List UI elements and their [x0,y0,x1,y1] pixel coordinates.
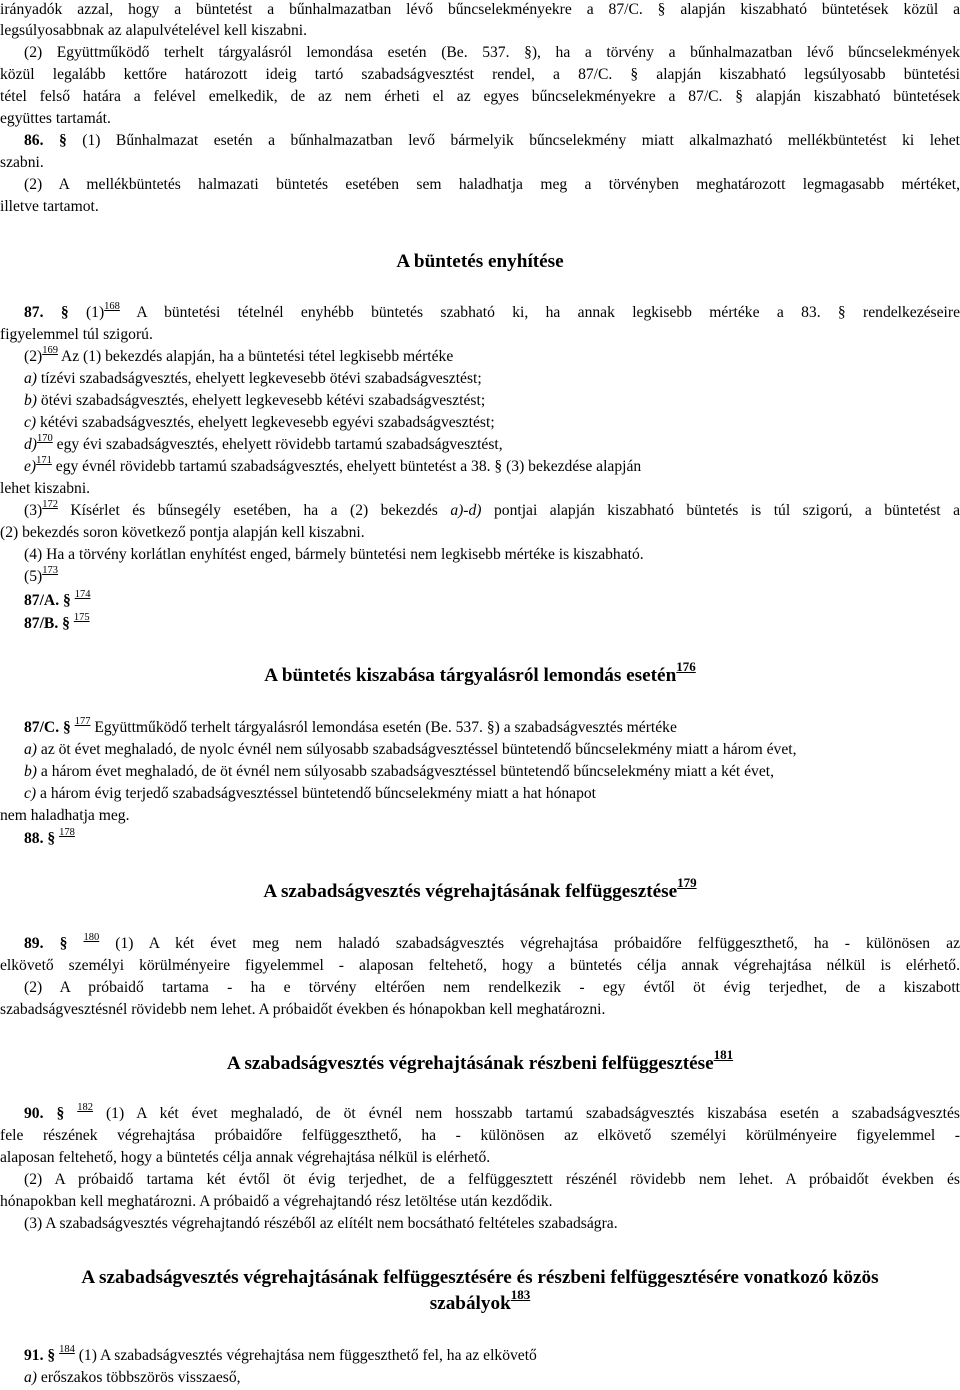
list-item: e)$^{171}$ egy évnél rövidebb tartamú szabadságvesztés, ehelyett büntetést a 38. § (3) bekezdése alapján [24,456,642,475]
section-heading: A szabadságvesztés végrehajtásának részbeni felfüggesztése$^{181}$ [226,1047,734,1074]
list-item: b) ötévi szabadságvesztés, ehelyett legkevesebb kétévi szabadságvesztést; [24,392,486,409]
section-number: 87. § [24,304,69,321]
section-87a-line [24,590,960,612]
section-heading: A szabadságvesztés végrehajtásának felfüggesztése$^{179}$ [263,875,697,902]
text-line: fele részének végrehajtása próbaidőre felfüggeszthető, ha - különösen az elkövető személyi körülményeire figyelemmel - [0,1127,960,1144]
footnote-link[interactable]: 172 [42,500,58,510]
section-number: 86. § [24,132,67,149]
section-heading-continued: szabályok$^{183}$ [429,1287,531,1314]
section-number: 91. § [24,1347,56,1364]
footnote-link[interactable]: 173 [42,566,58,576]
footnote-link[interactable]: 169 [42,346,58,356]
section-87c-line: 87/C. § $^{177}$ Együttműködő terhelt tárgyalásról lemondása esetén (Be. 537. §) a szabadságvesztés mértéke [24,717,677,736]
section-number: 88. § [24,830,56,847]
section-86-line: 86. § (1) Bűnhalmazat esetén a bűnhalmazatban levő bármelyik bűncselekmény miatt alkalmazható mellékbüntetést ki lehet [24,132,960,149]
footnote-link[interactable]: 182 [77,1103,93,1113]
list-item: d)$^{170}$ egy évi szabadságvesztés, ehelyett rövidebb tartamú szabadságvesztést, [24,434,503,453]
footnote-link[interactable]: 184 [59,1345,75,1355]
text-line: alaposan feltehető, hogy a büntetés célja annak végrehajtása nélkül is elérhető. [0,1149,491,1166]
section-number: 87/C. § [24,719,71,736]
text-line: (4) Ha a törvény korlátlan enyhítést enged, bármely büntetési nem legkisebb mértéke is kiszabható. [24,546,644,563]
list-item: a) az öt évet meghaladó, de nyolc évnél nem súlyosabb szabadságvesztéssel büntetendő bűncselekmény miatt a három évet, [24,741,797,758]
footnote-link[interactable]: 178 [59,828,75,838]
text-line: szabadságvesztésnél rövidebb nem lehet. A próbaidőt években és hónapokban kell meghatározni. [0,1001,606,1018]
section-87-line: 87. § $(1)^{168}$ A büntetési tételnél enyhébb büntetés szabható ki, ha annak legkisebb mértéke a 83. § rendelkezéseire [24,302,960,321]
list-item: a) erőszakos többszörös visszaeső, [24,1369,241,1386]
text-line: (2) bekezdés soron következő pontja alapján kell kiszabni. [0,524,365,541]
section-88-line [24,828,960,850]
text-line: (2) A próbaidő tartama két évtől öt évig terjedhet, de a felfüggesztett részénél rövidebb nem lehet. A próbaidőt években és [24,1171,960,1188]
text-line: (2) A mellékbüntetés halmazati büntetés esetében sem haladhatja meg a törvényben meghatározott legmagasabb mértéket, [24,176,960,193]
section-heading: A szabadságvesztés végrehajtásának felfüggesztésére és részbeni felfüggesztésére vonatkozó közös [81,1267,879,1288]
section-91-line: 91. § $^{184}$ (1) A szabadságvesztés végrehajtása nem függeszthető fel, ha az elkövető [24,1345,537,1364]
text-line: $(5)^{173}$ [24,566,58,585]
text-line: lehet kiszabni. [0,480,91,497]
section-90-line: 90. § $^{182}$ (1) A két évet meghaladó, de öt évnél nem hosszabb tartamú szabadságvesztés kiszabása esetén a szabadságvesztés [24,1103,960,1122]
list-item: c) kétévi szabadságvesztés, ehelyett legkevesebb egyévi szabadságvesztést; [24,414,495,431]
list-item: a) tízévi szabadságvesztés, ehelyett legkevesebb ötévi szabadságvesztést; [24,370,482,387]
text-line: szabni. [0,154,44,171]
text-line: (2) Együttműködő terhelt tárgyalásról lemondása esetén (Be. 537. §), ha a törvény a bűnhalmazatban lévő bűncselekmények [24,44,960,61]
text-line: közül legalább kettőre határozott ideig tartó szabadságvesztést rendel, a 87/C. § alapján kiszabható legsúlyosabb büntetési [0,66,960,83]
text-line: $(2)^{169}$ Az (1) bekezdés alapján, ha a büntetési tétel legkisebb mértéke [24,346,454,365]
footnote-link[interactable]: 180 [83,933,100,943]
footnote-link[interactable]: 176 [676,659,696,674]
footnote-link[interactable]: 181 [713,1047,734,1062]
text-line: $(3)^{172}$ Kísérlet és bűnsegély esetében, ha a (2) bekezdés a)-d) pontjai alapján kiszabható büntetés is túl szigorú, a büntetést a [24,500,960,519]
list-item: c) a három évig terjedő szabadságvesztéssel büntetendő bűncselekmény miatt a hat hónapot [24,785,597,802]
section-89-line: 89. § $^{180}$ (1) A két évet meg nem haladó szabadságvesztés végrehajtása próbaidőre felfüggeszthető, ha - különösen az [24,933,960,952]
text-line: figyelemmel túl szigorú. [0,326,153,343]
footnote-link[interactable]: 177 [74,717,91,727]
text-line: nem haladhatja meg. [0,807,130,824]
list-item: b) a három évet meghaladó, de öt évnél nem súlyosabb szabadságvesztéssel büntetendő bűncselekmény miatt a két évet, [24,763,774,780]
footnote-link[interactable]: 175 [73,613,90,623]
text-line: tétel felső határa a felével emelkedik, de az nem érheti el az egyes bűncselekményekre a 87/C. § alapján kiszabható büntetések [0,88,960,105]
footnote-link[interactable]: 170 [37,434,53,444]
text-line: együttes tartamát. [0,110,111,127]
text-line: (3) A szabadságvesztés végrehajtandó részéből az elítélt nem bocsátható feltételes szabadságra. [24,1215,618,1232]
section-number: 87/B. § [24,615,70,632]
footnote-link[interactable]: 179 [677,875,697,890]
text-line: (2) A próbaidő tartama - ha e törvény eltérően nem rendelkezik - egy évtől öt évig terjedhet, de a kiszabott [24,979,960,996]
section-heading: A büntetés enyhítése [396,251,564,272]
text-line: hónapokban kell meghatározni. A próbaidő a végrehajtandó rész letöltése után kezdődik. [0,1193,553,1210]
section-heading: A büntetés kiszabása tárgyalásról lemondás esetén$^{176}$ [264,659,696,686]
footnote-link[interactable]: 174 [74,590,91,600]
text-line: legsúlyosabbnak az alapulvételével kell kiszabni. [0,22,308,39]
text-line: illetve tartamot. [0,198,99,215]
section-number: 89. § [24,935,68,952]
text-line: irányadók azzal, hogy a büntetést a bűnhalmazatban lévő bűncselekményekre a 87/C. § alapján kiszabható büntetések közül a [0,1,960,18]
footnote-link[interactable]: 168 [104,302,120,312]
text-line: elkövető személyi körülményeire figyelemmel - alaposan feltehető, hogy a büntetés célja annak végrehajtása nélkül is elérhető. [0,957,960,974]
section-number: 90. § [24,1105,65,1122]
section-number: 87/A. § [24,592,71,609]
footnote-link[interactable]: 171 [36,456,52,466]
section-87b-line [24,613,960,635]
footnote-link[interactable]: 183 [510,1287,531,1302]
